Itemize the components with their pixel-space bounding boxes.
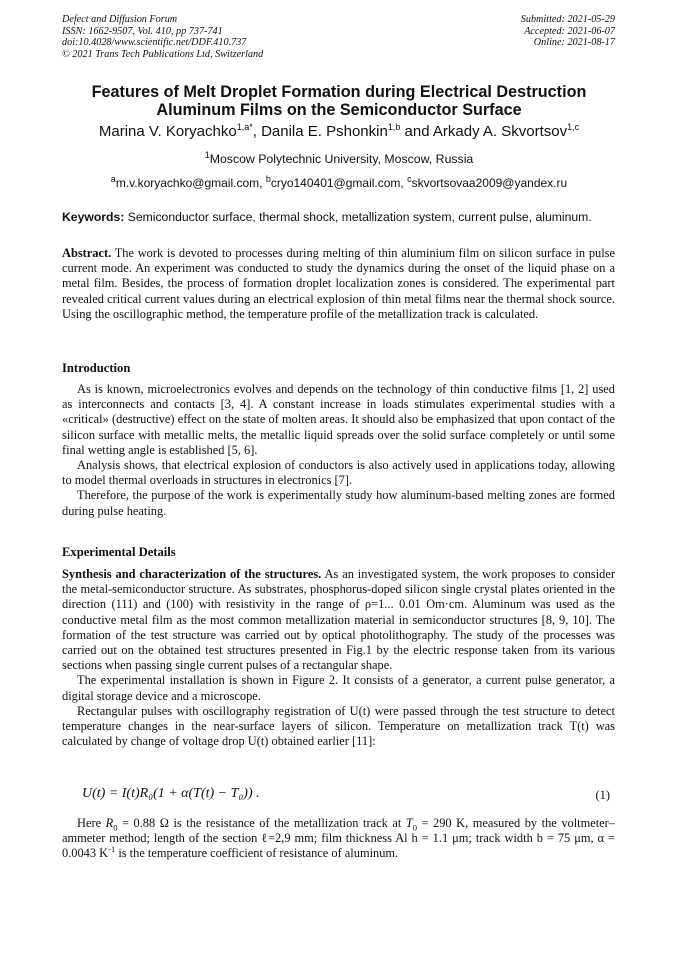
paper-title — [40, 83, 638, 119]
parameter-description — [62, 816, 615, 862]
experimental-section — [62, 567, 615, 749]
journal-copyright: © 2021 Trans Tech Publications Ltd, Switzerland — [62, 48, 264, 60]
affiliation-marker: 1 — [204, 149, 210, 160]
introduction-section — [62, 382, 615, 519]
date-submitted: Submitted: 2021-05-29 — [520, 14, 615, 25]
paragraph: As is known, microelectronics evolves and depends on the technology of thin conductive films [1, 2] used as interconnects and contacts [3, 4]. A constant increase in loads stimulates experimental studies with a «critical» (destructive) effect on the state of molten areas. It should also be emphasized that upon contact of the silicon surface with metallic melts, the metallic liquid spreads over the solid surface completely or until some final wetting angle is established [5, 6]. — [62, 382, 615, 457]
keywords-text: Semiconductor surface, thermal shock, metallization system, current pulse, aluminum. — [124, 210, 592, 224]
journal-info — [62, 14, 263, 60]
text-run: is the temperature coefficient of resistance of aluminum. — [115, 846, 399, 861]
keywords — [62, 210, 622, 224]
section-heading-experimental: Experimental Details — [62, 545, 176, 559]
date-accepted: Accepted: 2021-06-07 — [524, 25, 615, 37]
email-marker: c — [407, 174, 412, 184]
author-affiliation-marker: 1,a* — [236, 122, 253, 132]
email-marker: a — [110, 174, 116, 184]
paragraph: Therefore, the purpose of the work is experimentally study how aluminum-based melting zones are formed during pulse heating. — [62, 488, 615, 518]
publication-dates — [521, 14, 615, 49]
author-name: Arkady A. Skvortsov — [432, 123, 568, 140]
symbol-t: T — [405, 816, 413, 830]
paragraph: Rectangular pulses with oscillography registration of U(t) were passed through the test structure to detect temperature changes in the near-surface layers of silicon. Temperature on metallization track T(t) was calculated by change of voltage drop U(t) obtained earlier [11]: — [62, 703, 615, 749]
text-run: = 0.88 Ω is the resistance of the metallization track at — [117, 816, 406, 830]
abstract-label: Abstract. — [62, 246, 112, 260]
subscript: 0 — [113, 822, 118, 833]
abstract — [62, 246, 615, 322]
equation: U(t) = I(t)R₀(1 + α(T(t) − T₀)) . — [82, 786, 260, 801]
paragraph: The experimental installation is shown in Figure 2. It consists of a generator, a current pulse generator, a digital storage device and a microscope. — [62, 673, 615, 703]
author-separator: and — [400, 123, 433, 140]
paragraph: As an investigated system, the work proposes to consider the metal-semiconductor structure. As substrates, phosphorus-doped silicon single crystal plates oriented in the direction (111) and (100) with resistivity in the range of ρ=1... 0.01 Om·cm. Aluminum was used as the conductive metal film as the most common metallization material in semiconductor structures [8, 9, 10]. The formation of the test structure was carried out by optical photolithography. The study of the processes was carried out on the obtained test structures presented in Fig.1 by the electric response taken from its various sections when passing single current pulses of a rectangular shape. — [62, 567, 615, 673]
subscript: 0 — [412, 822, 417, 833]
affiliation — [40, 149, 638, 166]
affiliation-text: Moscow Polytechnic University, Moscow, Russia — [209, 152, 474, 166]
abstract-text: The work is devoted to processes during melting of thin aluminium film on silicon surface in pulse current mode. An experiment was conducted to study the dynamics during the onset of the liquid phase on a metal film. Besides, the process of formation droplet localization zones is considered. The experimental part revealed critical current values during an electrical explosion of thin metal films near the thermal shock source. Using the oscillographic method, the temperature profile of the metallization track is calculated. — [62, 246, 615, 321]
email-address[interactable]: m.v.koryachko@gmail.com, — [115, 176, 266, 190]
journal-doi[interactable]: doi:10.4028/www.scientific.net/DDF.410.737 — [62, 37, 247, 48]
text-run: = 290 K, measured by the voltmeter–ammeter method; length of the section ℓ=2,9 mm; film thickness Al h = 1.1 μm; track width b = 75 μm, α = 0.0043 K — [62, 816, 615, 861]
author-list — [40, 123, 638, 140]
journal-issn: ISSN: 1662-9507, Vol. 410, pp 737-741 — [62, 25, 223, 37]
title-line-1: Features of Melt Droplet Formation during Electrical Destruction — [91, 83, 587, 101]
author-name: Marina V. Koryachko — [98, 123, 237, 140]
author-affiliation-marker: 1,b — [387, 122, 401, 132]
symbol-r: R — [105, 816, 114, 830]
email-address[interactable]: cryo140401@gmail.com, — [270, 176, 408, 190]
author-name: Danila E. Pshonkin — [261, 123, 388, 140]
superscript: -1 — [108, 844, 116, 855]
date-online: Online: 2021-08-17 — [533, 37, 615, 48]
section-heading-introduction: Introduction — [62, 361, 131, 375]
text-run: Here — [77, 816, 106, 830]
email-address[interactable]: skvortsovaa2009@yandex.ru — [411, 176, 568, 190]
title-line-2: Aluminum Films on the Semiconductor Surface — [156, 101, 522, 119]
paragraph: Analysis shows, that electrical explosion of conductors is also actively used in applications today, allowing to model thermal overloads in structures in electronics [7]. — [62, 458, 615, 488]
author-emails — [40, 176, 638, 190]
journal-name: Defect and Diffusion Forum — [62, 14, 178, 25]
equation-number: (1) — [595, 788, 610, 802]
email-marker: b — [265, 174, 271, 184]
author-separator: , — [252, 123, 262, 140]
author-affiliation-marker: 1,c — [567, 122, 580, 132]
subsection-label: Synthesis and characterization of the structures. — [62, 567, 322, 581]
keywords-label: Keywords: — [62, 210, 125, 224]
